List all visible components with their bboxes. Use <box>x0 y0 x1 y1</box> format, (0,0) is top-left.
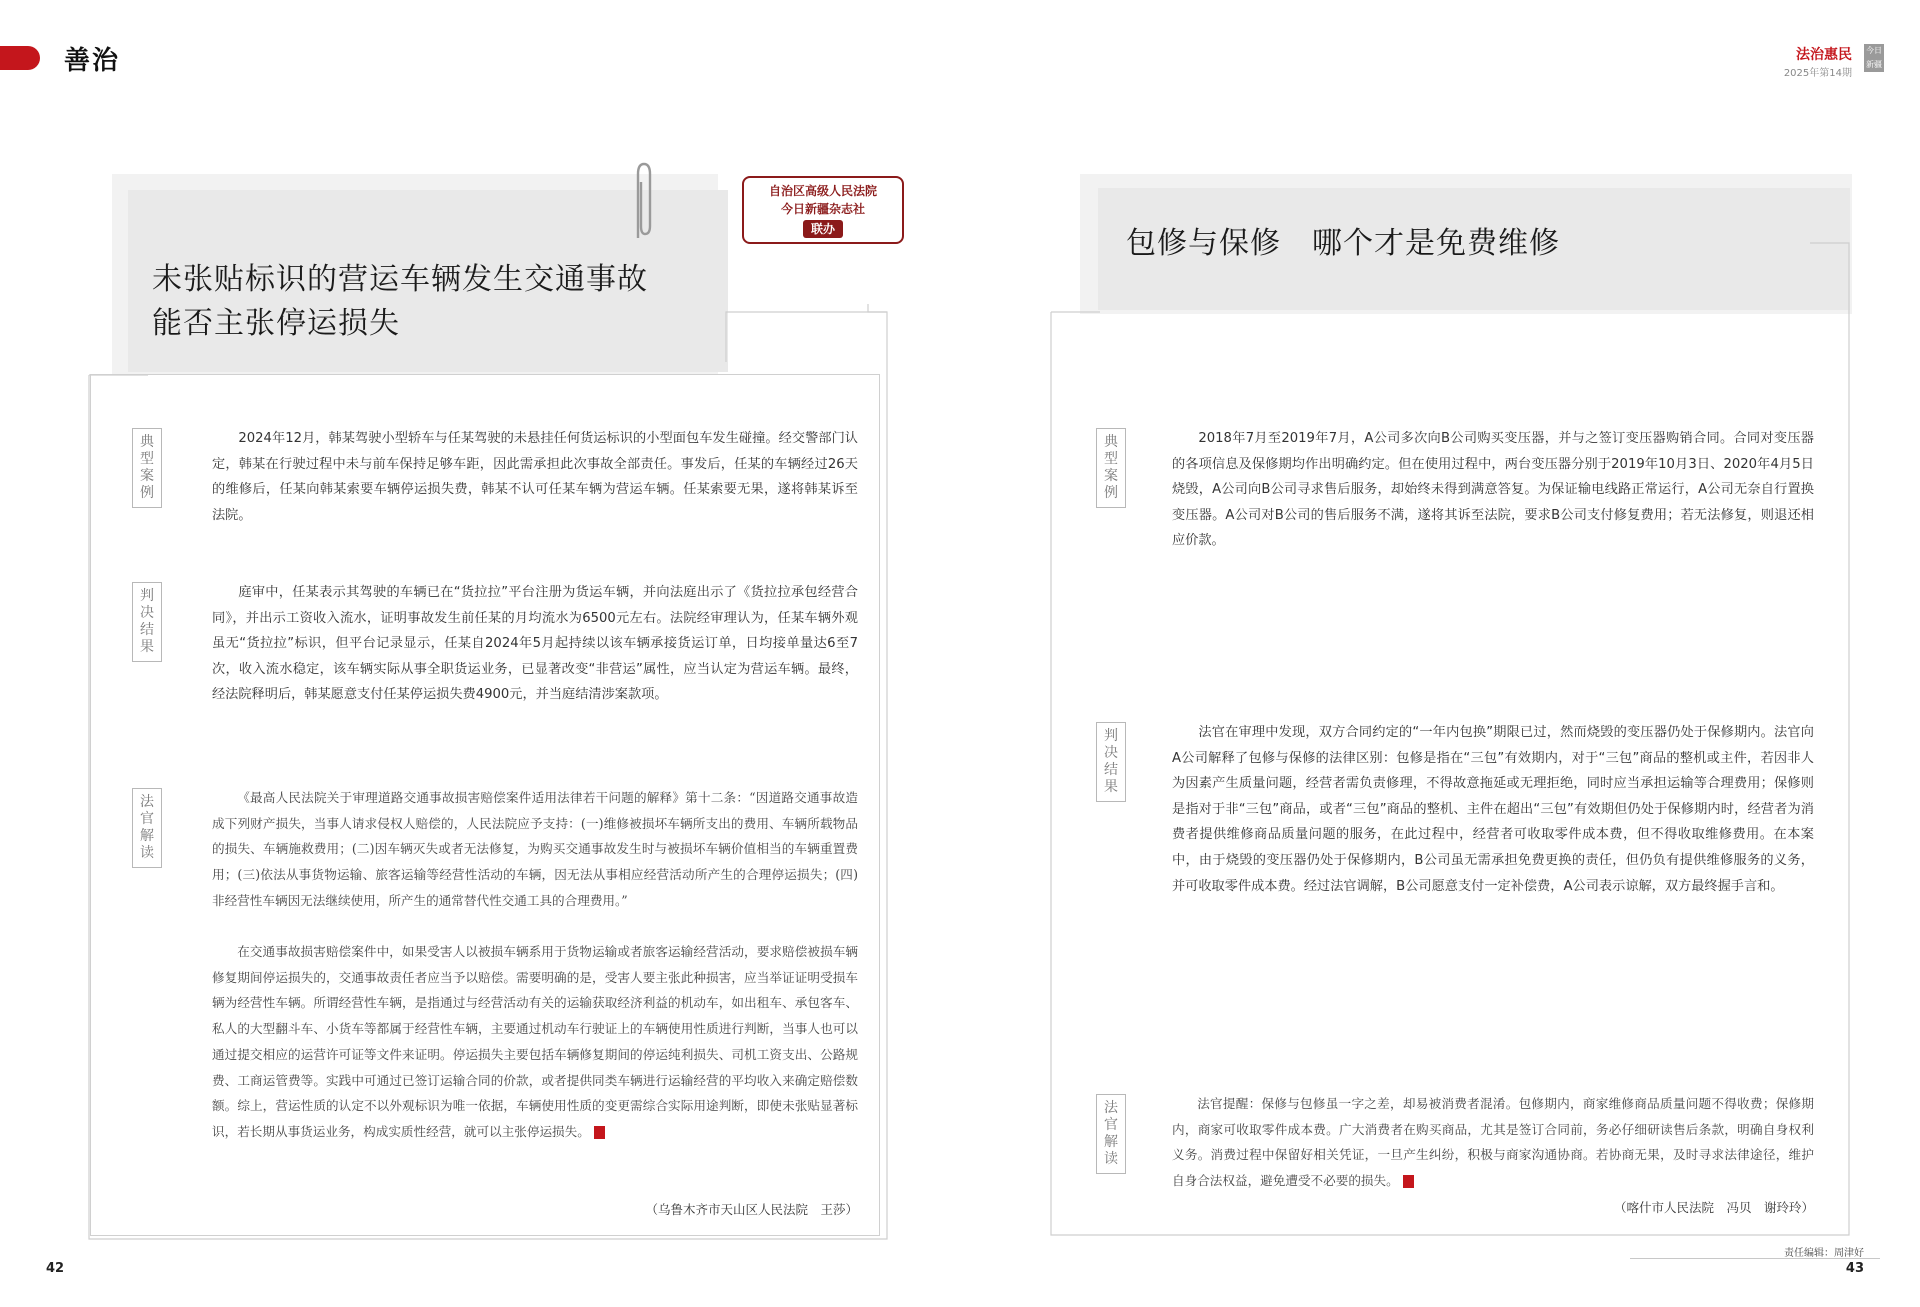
left-article-title <box>152 258 648 346</box>
section-title: 善治 <box>64 46 121 76</box>
right-signature: （喀什市人民法院 冯贝 谢玲玲） <box>1613 1200 1814 1215</box>
right-article-title: 包修与保修 哪个才是免费维修 <box>1126 226 1560 261</box>
label-judgment: 判 决 结 果 <box>132 582 162 662</box>
right-interpret-text-body: 法官提醒：保修与包修虽一字之差，却易被消费者混淆。包修期内，商家维修商品质量问题不得收费；保修期内，商家可收取零件成本费。广大消费者在购买商品，尤其是签订合同前，务必仔细研读售后条款，明确自身权利义务。消费过程中保留好相关凭证，一旦产生纠纷，积极与商家沟通协商。若协商无果，及时寻求法律途径，维护自身合法权益，避免遭受不必要的损失。 <box>1172 1096 1814 1189</box>
left-interpret-text-2 <box>212 939 858 1145</box>
title-line-2: 能否主张停运损失 <box>152 306 400 341</box>
responsible-editor: 责任编辑：周津好 <box>1784 1248 1864 1259</box>
stamp-line-1: 自治区高级人民法院 <box>768 184 877 198</box>
stamp-badge: 联办 <box>803 220 843 238</box>
right-interpret-text <box>1172 1091 1814 1194</box>
left-interpret-text-1: 《最高人民法院关于审理道路交通事故损害赔偿案件适用法律若干问题的解释》第十二条：“因道路交通事故造成下列财产损失，当事人请求侵权人赔偿的，人民法院应予支持：(一)维修被损坏车辆所支出的费用、车辆所载物品的损失、车辆施救费用；(二)因车辆灭失或者无法修复，为购买交通事故发生时与被损坏车辆价值相当的车辆重置费用；(三)依法从事货物运输、旅客运输等经营性活动的车辆，因无法从事相应经营活动所产生的合理停运损失；(四)非经营性车辆因无法继续使用，所产生的通常替代性交通工具的合理费用。” <box>212 790 858 908</box>
brand-name: 法治惠民 <box>1796 47 1852 63</box>
label-interpretation: 法 官 解 读 <box>132 788 162 868</box>
stamp-line-2: 今日新疆杂志社 <box>780 202 865 216</box>
page-number-left: 42 <box>46 1261 65 1276</box>
left-judgment-text: 庭审中，任某表示其驾驶的车辆已在“货拉拉”平台注册为货运车辆，并向法庭出示了《货拉拉承包经营合同》，并出示工资收入流水，证明事故发生前任某的月均流水为6500元左右。法院经审理认为，任某车辆外观虽无“货拉拉”标识，但平台记录显示，任某自2024年5月起持续以该车辆承接货运订单，日均接单量达6至7次，收入流水稳定，该车辆实际从事全职货运业务，已显著改变“非营运”属性，应当认定为营运车辆。最终，经法院释明后，韩某愿意支付任某停运损失费4900元，并当庭结清涉案款项。 <box>212 585 858 703</box>
label-judgment: 判 决 结 果 <box>1096 722 1126 802</box>
end-mark-icon <box>594 1126 605 1139</box>
label-typical-case: 典 型 案 例 <box>1096 428 1126 508</box>
label-typical-case: 典 型 案 例 <box>132 428 162 508</box>
left-case-text: 2024年12月，韩某驾驶小型轿车与任某驾驶的未悬挂任何货运标识的小型面包车发生碰撞。经交警部门认定，韩某在行驶过程中未与前车保持足够车距，因此需承担此次事故全部责任。事发后，任某的车辆经过26天的维修后，任某向韩某索要车辆停运损失费，韩某不认可任某车辆为营运车辆。任某索要无果，遂将韩某诉至法院。 <box>212 431 858 523</box>
magazine-brand <box>1784 44 1852 79</box>
paperclip-icon <box>630 160 656 242</box>
title-line-1: 未张贴标识的营运车辆发生交通事故 <box>152 262 648 297</box>
right-case-text: 2018年7月至2019年7月，A公司多次向B公司购买变压器，并与之签订变压器购销合同。合同对变压器的各项信息及保修期均作出明确约定。但在使用过程中，两台变压器分别于2019年10月3日、2020年4月5日烧毁，A公司向B公司寻求售后服务，却始终未得到满意答复。为保证输电线路正常运行，A公司无奈自行置换变压器。A公司对B公司的售后服务不满，遂将其诉至法院，要求B公司支付修复费用；若无法修复，则退还相应价款。 <box>1172 431 1814 549</box>
magazine-logo: 今日新疆 <box>1864 44 1884 72</box>
left-signature: （乌鲁木齐市天山区人民法院 王莎） <box>645 1202 858 1217</box>
page-number-right: 43 <box>1845 1261 1864 1276</box>
right-judgment-text: 法官在审理中发现，双方合同约定的“一年内包换”期限已过，然而烧毁的变压器仍处于保修期内。法官向A公司解释了包修与保修的法律区别：包修是指在“三包”有效期内，对于“三包”商品的整机或主件，若因非人为因素产生质量问题，经营者需负责修理，不得故意拖延或无理拒绝，同时应当承担运输等合理费用；保修则是指对于非“三包”商品，或者“三包”商品的整机、主件在超出“三包”有效期但仍处于保修期内时，经营者为消费者提供维修商品质量问题的服务，在此过程中，经营者可收取零件成本费，但不得收取维修费用。在本案中，由于烧毁的变压器仍处于保修期内，B公司虽无需承担免费更换的责任，但仍负有提供维修服务的义务，并可收取零件成本费。经过法官调解，B公司愿意支付一定补偿费，A公司表示谅解，双方最终握手言和。 <box>1172 725 1814 894</box>
section-tab-marker <box>0 46 40 70</box>
label-interpretation: 法 官 解 读 <box>1096 1094 1126 1174</box>
co-organizer-stamp <box>742 176 904 244</box>
issue-number: 2025年第14期 <box>1783 68 1852 79</box>
left-interpret-text-2-body: 在交通事故损害赔偿案件中，如果受害人以被损车辆系用于货物运输或者旅客运输经营活动，要求赔偿被损车辆修复期间停运损失的，交通事故责任者应当予以赔偿。需要明确的是，受害人要主张此种损害，应当举证证明受损车辆为经营性车辆。所谓经营性车辆，是指通过与经营活动有关的运输获取经济利益的机动车，如出租车、承包客车、私人的大型翻斗车、小货车等都属于经营性车辆，主要通过机动车行驶证上的车辆使用性质进行判断，当事人也可以通过提交相应的运营许可证等文件来证明。停运损失主要包括车辆修复期间的停运纯利损失、司机工资支出、公路规费、工商运管费等。实践中可通过已签订运输合同的价款，或者提供同类车辆进行运输经营的平均收入来确定赔偿数额。综上，营运性质的认定不以外观标识为唯一依据，车辆使用性质的变更需综合实际用途判断，即使未张贴显著标识，若长期从事货运业务，构成实质性经营，就可以主张停运损失。 <box>212 944 858 1139</box>
end-mark-icon <box>1403 1175 1414 1188</box>
